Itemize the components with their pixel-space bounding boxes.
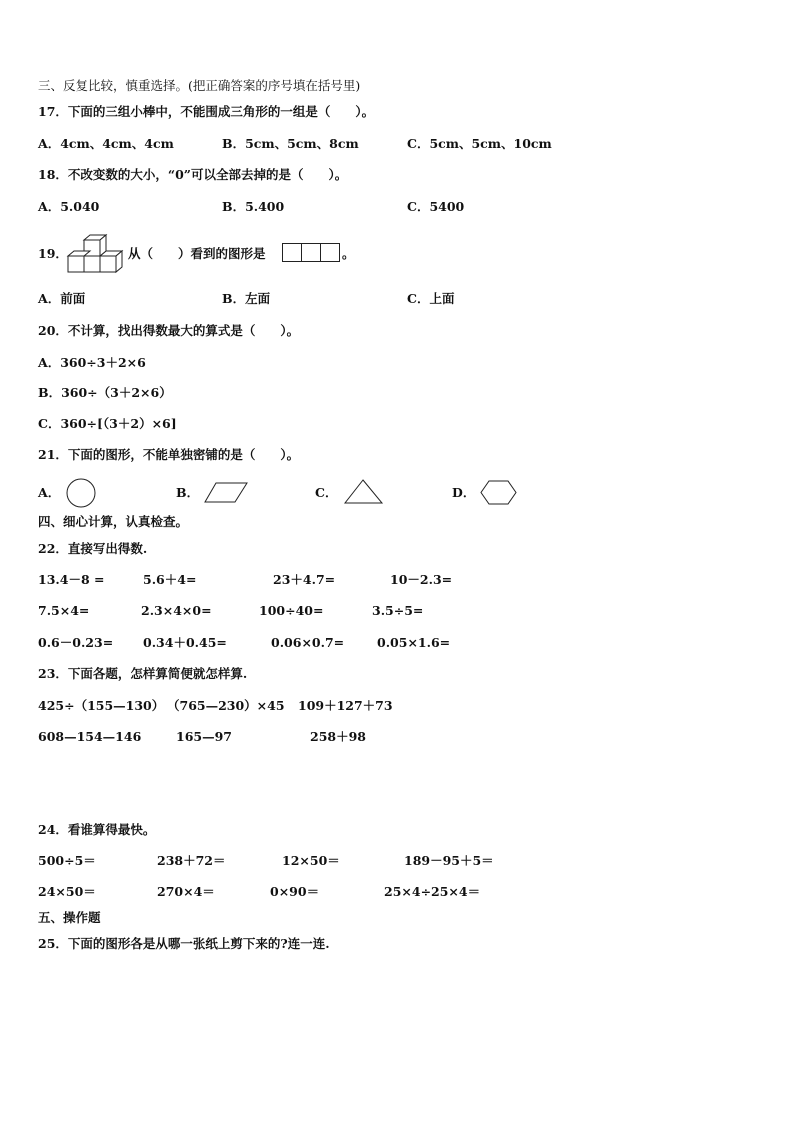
q18-stem: 18．不改变数的大小，“0”可以全部去掉的是（ ）。 [38, 167, 348, 182]
q24-stem: 24．看谁算得最快。 [38, 822, 156, 837]
triangle-shape-icon [344, 479, 384, 505]
q24-item: 238＋72＝ [157, 853, 226, 868]
q20-option-c: C．360÷[（3＋2）×6] [38, 416, 177, 431]
q24-item: 25×4÷25×4＝ [384, 884, 481, 899]
q23-item: 109＋127＋73 [298, 698, 393, 713]
q21-stem: 21．下面的图形，不能单独密铺的是（ ）。 [38, 447, 300, 462]
q23-item: （765—230）×45 [167, 698, 285, 713]
circle-shape-icon [66, 478, 98, 508]
q23-item: 608—154—146 [38, 729, 142, 744]
q22-item: 10－2.3= [390, 572, 453, 587]
q17-option-a: A．4cm、4cm、4cm [38, 136, 174, 151]
hexagon-shape-icon [480, 480, 518, 506]
q23-item: 425÷（155—130） [38, 698, 165, 713]
section-4-title: 四、细心计算，认真检查。 [38, 514, 189, 529]
q24-item: 0×90＝ [270, 884, 320, 899]
q25-stem: 25．下面的图形各是从哪一张纸上剪下来的?连一连. [38, 936, 330, 951]
section-5-title: 五、操作题 [38, 910, 101, 925]
q22-item: 0.06×0.7= [271, 635, 345, 650]
q23-stem: 23．下面各题，怎样算简便就怎样算. [38, 666, 248, 681]
q22-stem: 22．直接写出得数. [38, 541, 148, 556]
q22-item: 0.6－0.23= [38, 635, 114, 650]
q19-number: 19． [38, 246, 68, 261]
q17-stem: 17．下面的三组小棒中，不能围成三角形的一组是（ ）。 [38, 104, 375, 119]
parallelogram-shape-icon [204, 482, 248, 504]
q21-option-d: D． [452, 485, 476, 500]
q24-item: 24×50＝ [38, 884, 96, 899]
q17-option-b: B．5cm、5cm、8cm [222, 136, 359, 151]
q22-item: 100÷40= [259, 603, 324, 618]
q22-item: 0.05×1.6= [377, 635, 451, 650]
three-squares-view-icon [282, 243, 340, 263]
q24-item: 189－95＋5＝ [404, 853, 494, 868]
q20-option-b: B．360÷（3＋2×6） [38, 385, 172, 400]
q22-item: 3.5÷5= [372, 603, 424, 618]
q22-item: 7.5×4= [38, 603, 90, 618]
q22-item: 2.3×4×0= [141, 603, 212, 618]
q22-item: 23＋4.7= [273, 572, 336, 587]
q19-option-c: C．上面 [407, 291, 455, 306]
q18-option-c: C．5400 [407, 199, 465, 214]
q21-option-a: A． [38, 485, 61, 500]
q20-stem: 20．不计算，找出得数最大的算式是（ ）。 [38, 323, 300, 338]
section-3-title: 三、反复比较，慎重选择。(把正确答案的序号填在括号里) [38, 78, 361, 93]
q18-option-a: A．5.040 [38, 199, 100, 214]
q23-item: 165—97 [176, 729, 232, 744]
q24-item: 500÷5＝ [38, 853, 96, 868]
q19-end: 。 [342, 246, 355, 261]
q24-item: 270×4＝ [157, 884, 215, 899]
q19-option-a: A．前面 [38, 291, 86, 306]
q21-option-c: C． [315, 485, 338, 500]
q24-item: 12×50＝ [282, 853, 340, 868]
q21-option-b: B． [176, 485, 200, 500]
q22-item: 5.6＋4= [143, 572, 197, 587]
q22-item: 0.34＋0.45= [143, 635, 227, 650]
cube-stack-icon [66, 232, 128, 274]
q22-item: 13.4－8 = [38, 572, 105, 587]
q23-item: 258＋98 [310, 729, 366, 744]
q17-option-c: C．5cm、5cm、10cm [407, 136, 552, 151]
q19-option-b: B．左面 [222, 291, 271, 306]
q20-option-a: A．360÷3＋2×6 [38, 355, 146, 370]
q19-text: 从（ ）看到的图形是 [128, 246, 266, 261]
q18-option-b: B．5.400 [222, 199, 285, 214]
